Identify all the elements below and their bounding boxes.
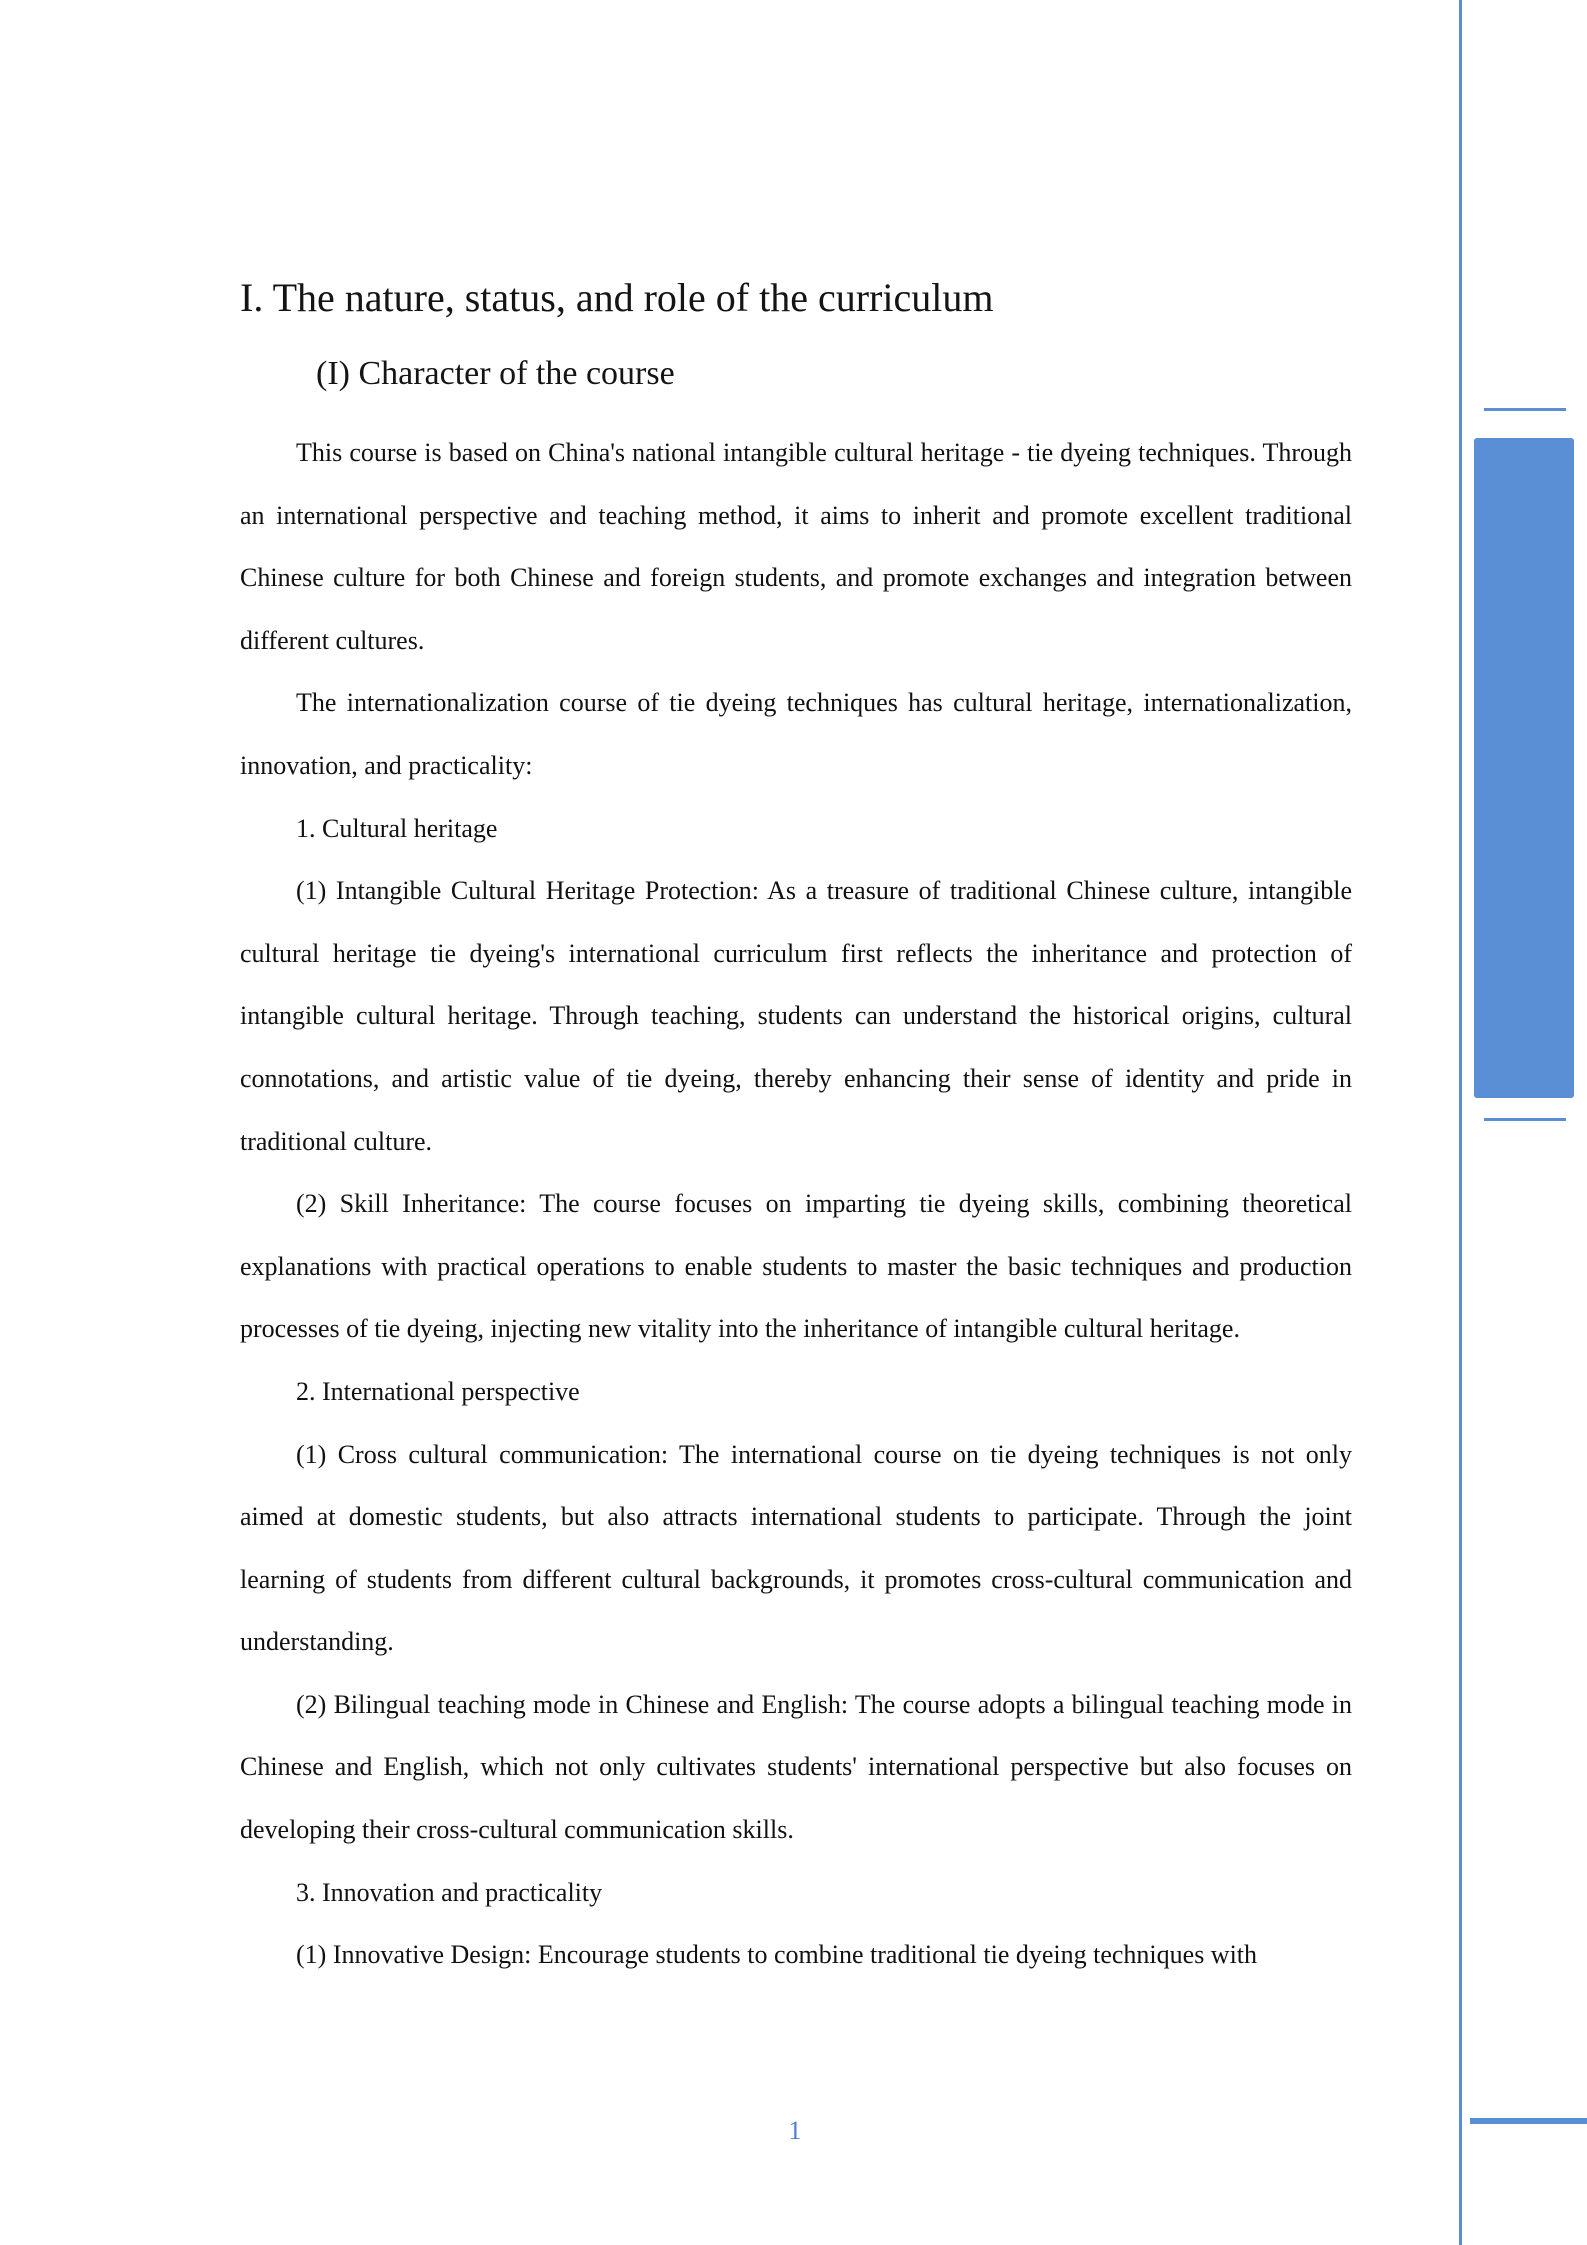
paragraph: (1) Innovative Design: Encourage students to combine traditional tie dyeing techniques with	[296, 1940, 1258, 1970]
paragraph: The internationalization course of tie dyeing techniques has cultural heritage, internationalization, innovation, and practicality:	[240, 688, 1352, 780]
side-decorative-block	[1474, 438, 1574, 1098]
paragraph: (1) Cross cultural communication: The international course on tie dyeing techniques is not only aimed at domestic students, but also attracts international students to participate. Through the joint learning of students from different cultural backgrounds, it promotes cross-cultural communication and understanding.	[240, 1439, 1352, 1657]
side-border-line	[1459, 0, 1462, 2245]
list-heading: 1. Cultural heritage	[296, 813, 498, 843]
section-heading: I. The nature, status, and role of the curriculum	[240, 275, 994, 320]
subsection-heading: (I) Character of the course	[316, 355, 675, 392]
list-heading: 2. International perspective	[296, 1376, 580, 1406]
paragraph: (2) Skill Inheritance: The course focuses on imparting tie dyeing skills, combining theoretical explanations with practical operations to enable students to master the basic techniques and production processes of tie dyeing, injecting new vitality into the inheritance of intangible cultural heritage.	[240, 1189, 1352, 1344]
paragraph: (2) Bilingual teaching mode in Chinese and English: The course adopts a bilingual teaching mode in Chinese and English, which not only cultivates students' international perspective but also focuses on developing their cross-cultural communication skills.	[240, 1689, 1352, 1845]
page-number: 1	[788, 2116, 802, 2145]
paragraph: This course is based on China's national intangible cultural heritage - tie dyeing techniques. Through an international perspective and teaching method, it aims to inherit and promote excellent traditional Chinese culture for both Chinese and foreign students, and promote exchanges and integration between different cultures.	[240, 438, 1352, 655]
list-heading: 3. Innovation and practicality	[296, 1877, 603, 1907]
side-tick-top	[1484, 408, 1566, 411]
paragraph: (1) Intangible Cultural Heritage Protection: As a treasure of traditional Chinese culture, intangible cultural heritage tie dyeing's international curriculum first reflects the inheritance and protection of intangible cultural heritage. Through teaching, students can understand the historical origins, cultural connotations, and artistic value of tie dyeing, thereby enhancing their sense of identity and pride in traditional culture.	[240, 876, 1352, 1156]
side-footer-bar	[1470, 2118, 1587, 2124]
side-tick-bottom	[1484, 1118, 1566, 1121]
page-content	[240, 262, 1352, 1987]
